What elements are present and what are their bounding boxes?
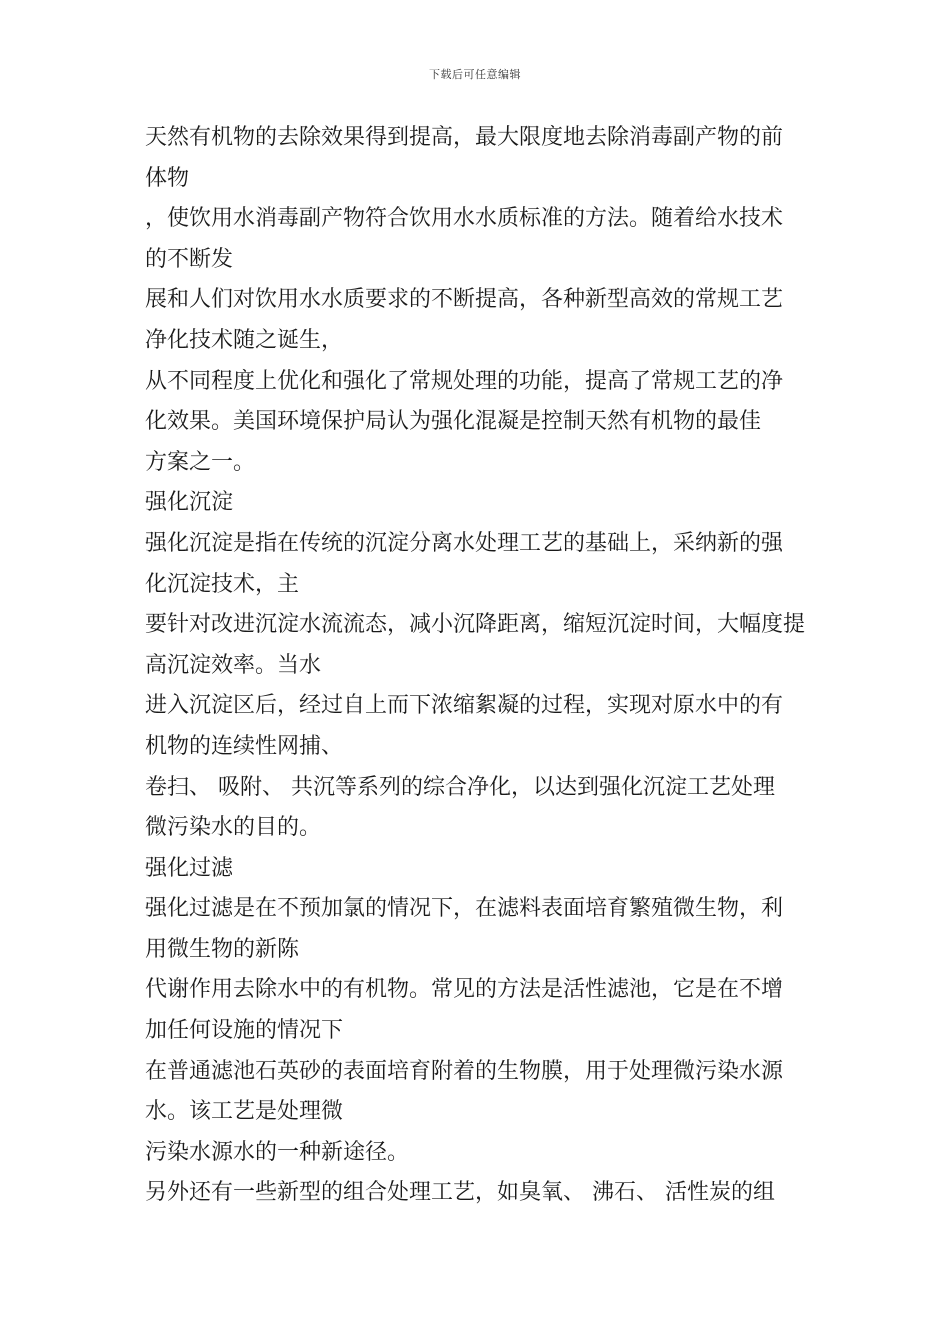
page-header: 下载后可任意编辑 bbox=[429, 68, 521, 81]
text-line: 污染水源水的一种新途径。 bbox=[145, 1139, 410, 1165]
section-heading: 强化沉淀 bbox=[145, 490, 234, 516]
text-line: 机物的连续性网捕、 bbox=[145, 733, 344, 759]
text-line: 高沉淀效率。当水 bbox=[145, 652, 322, 678]
text-line: 微污染水的目的。 bbox=[145, 815, 322, 841]
text-line: 在普通滤池石英砂的表面培育附着的生物膜，用于处理微污染水源 bbox=[145, 1058, 784, 1084]
text-line: 方案之一。 bbox=[145, 449, 256, 475]
text-line: 从不同程度上优化和强化了常规处理的功能，提高了常规工艺的净 bbox=[145, 368, 784, 394]
text-line: 用微生物的新陈 bbox=[145, 936, 300, 962]
text-line: 的不断发 bbox=[145, 246, 234, 272]
text-line: 体物 bbox=[145, 165, 190, 191]
text-line: 展和人们对饮用水水质要求的不断提高，各种新型高效的常规工艺 bbox=[145, 287, 784, 313]
text-line: 净化技术随之诞生， bbox=[145, 327, 344, 353]
text-line: 强化沉淀是指在传统的沉淀分离水处理工艺的基础上，采纳新的强 bbox=[145, 530, 784, 556]
text-line: 进入沉淀区后，经过自上而下浓缩絮凝的过程，实现对原水中的有 bbox=[145, 693, 784, 719]
document-body bbox=[145, 118, 810, 1214]
text-line: 天然有机物的去除效果得到提高，最大限度地去除消毒副产物的前 bbox=[145, 125, 784, 150]
section-heading: 强化过滤 bbox=[145, 855, 234, 881]
text-line: ，使饮用水消毒副产物符合饮用水水质标准的方法。随着给水技术 bbox=[145, 206, 784, 232]
text-line: 化沉淀技术，主 bbox=[145, 571, 300, 597]
text-line: 加任何设施的情况下 bbox=[145, 1018, 344, 1044]
text-line: 代谢作用去除水中的有机物。常见的方法是活性滤池，它是在不增 bbox=[145, 977, 784, 1003]
text-line: 要针对改进沉淀水流流态，减小沉降距离，缩短沉淀时间，大幅度提 bbox=[145, 612, 806, 638]
text-line: 另外还有一些新型的组合处理工艺，如臭氧、 沸石、 活性炭的组 bbox=[145, 1180, 775, 1206]
text-line: 卷扫、 吸附、 共沉等系列的综合净化，以达到强化沉淀工艺处理 bbox=[145, 774, 775, 800]
text-line: 水。该工艺是处理微 bbox=[145, 1099, 344, 1125]
text-line: 化效果。美国环境保护局认为强化混凝是控制天然有机物的最佳 bbox=[145, 409, 762, 435]
text-line: 强化过滤是在不预加氯的情况下，在滤料表面培育繁殖微生物，利 bbox=[145, 896, 784, 922]
